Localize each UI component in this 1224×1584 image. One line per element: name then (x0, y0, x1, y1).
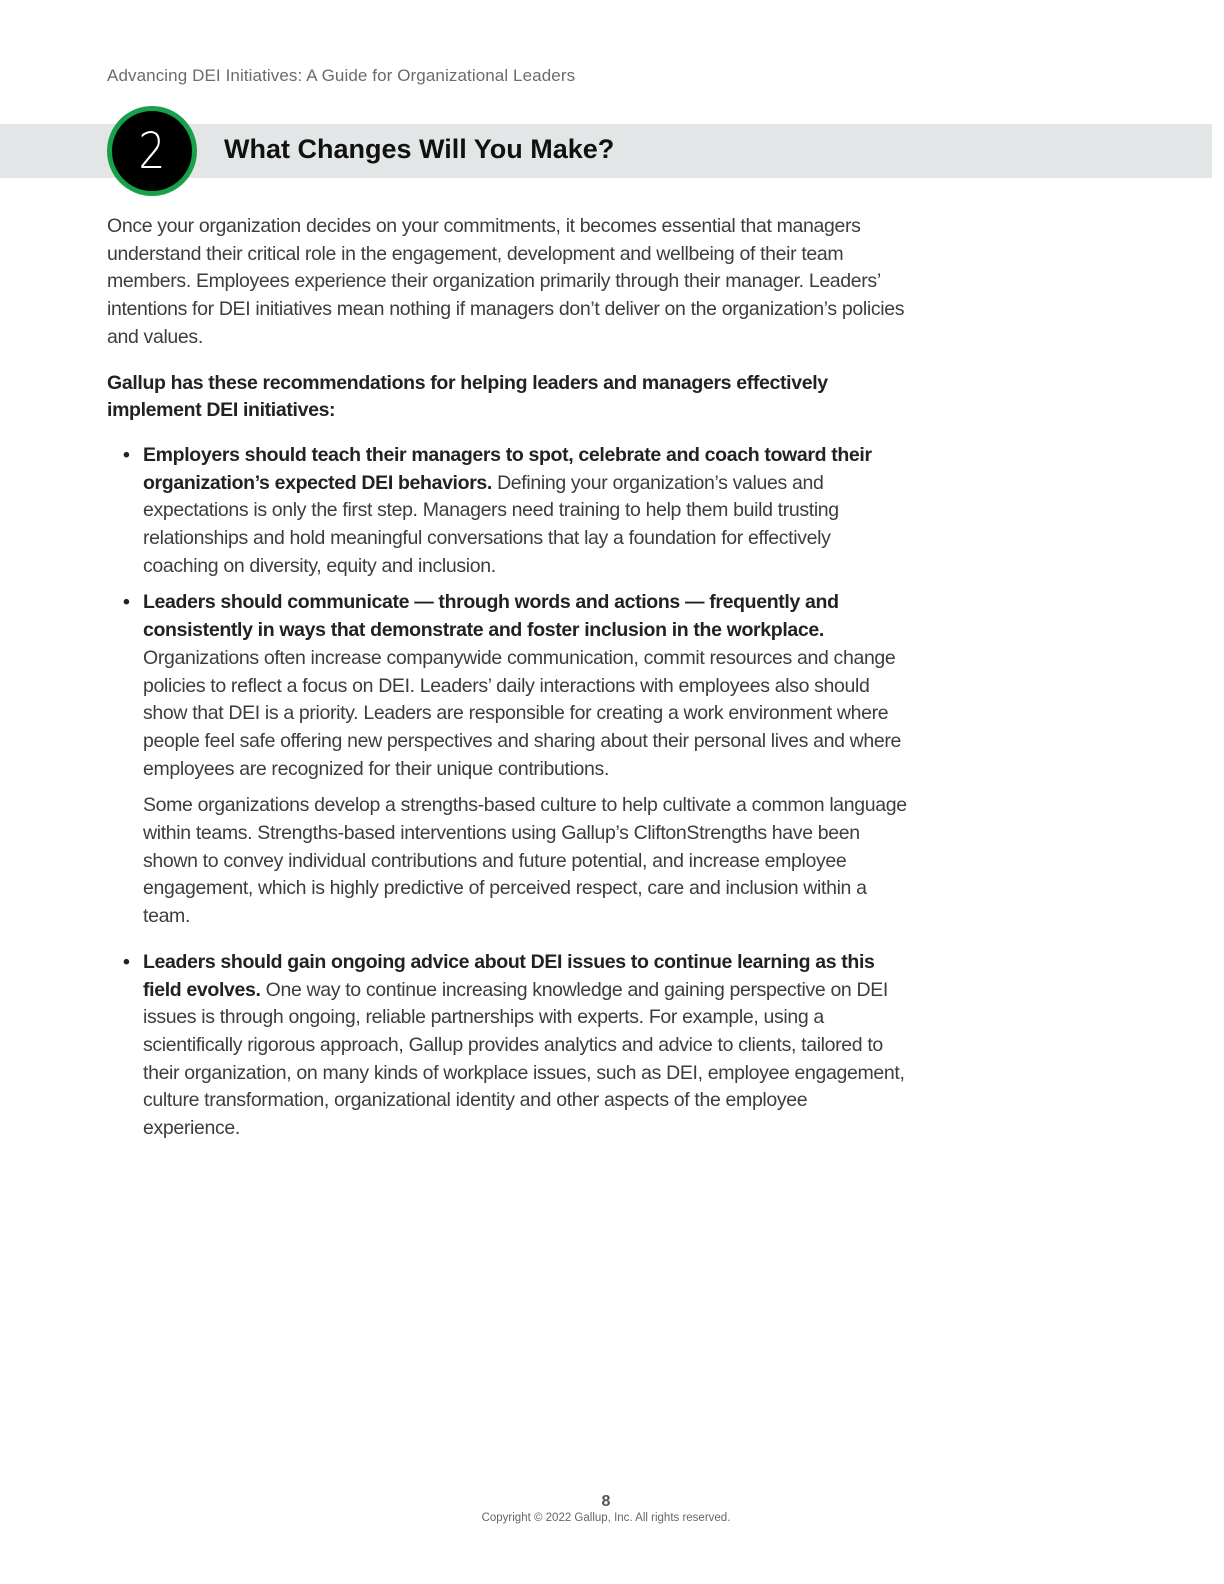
recommendation-text: Organizations often increase companywide communication, commit resources and change policies to reflect a focus on DEI. Leaders’ daily interactions with employees also should show that DEI is a priority. Leaders are responsible for creating a work environment where people feel safe offering new perspectives and sharing about their personal lives and where employees are recognized for their unique contributions. (143, 646, 902, 780)
section-title: What Changes Will You Make? (224, 134, 615, 164)
intro-paragraph: Once your organization decides on your commitments, it becomes essential that managers understand their critical role in the engagement, development and wellbeing of their team members. Employees experience their organization primarily through their manager. Leaders’ intentions for DEI initiatives mean nothing if managers don’t deliver on the organization’s policies and values. (107, 215, 905, 348)
recommendation-text: One way to continue increasing knowledge and gaining perspective on DEI issues is through ongoing, reliable partnerships with experts. For example, using a scientifically rigorous approach, Gallup provides analytics and advice to clients, tailored to their organization, on many kinds of workplace issues, such as DEI, employee engagement, culture transformation, organizational identity and other aspects of the employee experience. (143, 978, 905, 1140)
recommendation-heading: Leaders should gain ongoing advice about DEI issues to continue learning as this field evolves. (143, 950, 875, 1001)
recommendation-item (107, 949, 907, 1143)
recommendation-heading: Employers should teach their managers to spot, celebrate and coach toward their organization’s expected DEI behaviors. (143, 443, 872, 494)
copyright-notice: Copyright © 2022 Gallup, Inc. All rights reserved. (481, 1512, 731, 1524)
running-header-title: Advancing DEI Initiatives: A Guide for Organizational Leaders (107, 66, 576, 85)
recommendations-lead: Gallup has these recommendations for helping leaders and managers effectively implement DEI initiatives: (107, 371, 828, 422)
bullet-icon: • (123, 950, 130, 973)
body-content (107, 213, 907, 1152)
page-number: 8 (601, 1493, 611, 1510)
chapter-number-badge (107, 106, 197, 196)
bullet-icon: • (123, 443, 130, 466)
bullet-icon: • (123, 591, 130, 614)
recommendation-item (107, 589, 907, 930)
recommendations-list (107, 442, 907, 1143)
recommendation-text: Defining your organization’s values and expectations is only the first step. Managers need training to help them build trusting relationships and hold meaningful conversations that lay a foundation for effectively coaching on diversity, equity and inclusion. (143, 471, 839, 577)
chapter-number: 2 (138, 122, 166, 180)
recommendation-extra-paragraph: Some organizations develop a strengths-based culture to help cultivate a common language within teams. Strengths-based interventions using Gallup’s CliftonStrengths have been shown to convey individual contributions and future potential, and increase employee engagement, which is highly predictive of perceived respect, care and inclusion within a team. (143, 794, 907, 928)
recommendation-heading: Leaders should communicate — through words and actions — frequently and consistently in ways that demonstrate and foster inclusion in the workplace. (143, 591, 839, 642)
recommendation-item (107, 442, 907, 581)
